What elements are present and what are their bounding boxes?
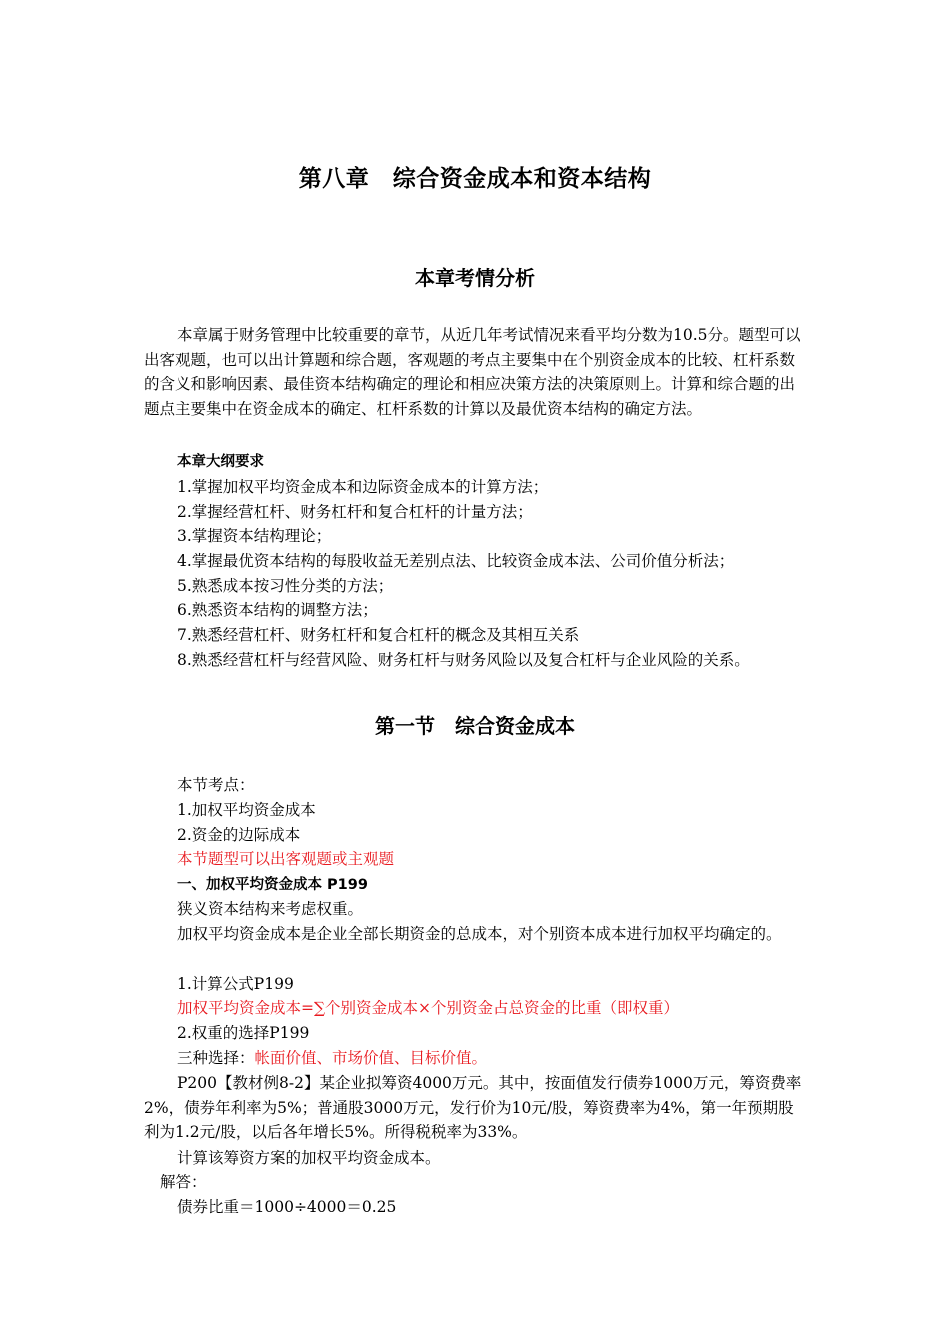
- outline-item: 1.掌握加权平均资金成本和边际资金成本的计算方法；: [177, 478, 549, 496]
- outline-item: 7.熟悉经营杠杆、财务杠杆和复合杠杆的概念及其相互关系: [177, 626, 580, 644]
- weight-label: 2.权重的选择P199: [177, 1024, 310, 1042]
- question-type-note: 本节题型可以出客观题或主观题: [177, 850, 395, 868]
- three-choices-text: 帐面价值、市场价值、目标价值。: [254, 1049, 488, 1067]
- outline-item: 3.掌握资本结构理论；: [177, 527, 332, 545]
- outline-item: 6.熟悉资本结构的调整方法；: [177, 601, 378, 619]
- kaodian-item: 1.加权平均资金成本: [177, 801, 316, 819]
- three-choices-prefix: 三种选择：: [177, 1049, 255, 1067]
- subheading-weighted-cost: 一、加权平均资金成本 P199: [177, 877, 368, 893]
- example-paragraph: P200【教材例8-2】某企业拟筹资4000万元。其中，按面值发行债券1000万元，筹资费率2%，债券年利率为5%；普通股3000万元，发行价为10元/股，筹资费率为4%，第一年预期股利为1.2元/股，以后各年增长5%。所得税税率为33%。: [144, 1074, 802, 1142]
- formula-label: 1.计算公式P199: [177, 975, 294, 993]
- chapter-title: 第八章 综合资金成本和资本结构: [298, 166, 652, 192]
- outline-item: 4.掌握最优资本结构的每股收益无差别点法、比较资金成本法、公司价值分析法；: [177, 552, 735, 570]
- outline-heading: 本章大纲要求: [177, 454, 264, 470]
- section-title: 第一节 综合资金成本: [375, 714, 575, 738]
- task-line: 计算该筹资方案的加权平均资金成本。: [177, 1149, 441, 1167]
- bond-weight-line: 债券比重＝1000÷4000＝0.25: [177, 1198, 397, 1216]
- outline-item: 8.熟悉经营杠杆与经营风险、财务杠杆与财务风险以及复合杠杆与企业风险的关系。: [177, 651, 750, 669]
- outline-item: 5.熟悉成本按习性分类的方法；: [177, 577, 394, 595]
- outline-item: 2.掌握经营杠杆、财务杠杆和复合杠杆的计量方法；: [177, 503, 533, 521]
- text-line: 狭义资本结构来考虑权重。: [177, 900, 364, 918]
- answer-label: 解答：: [160, 1173, 207, 1191]
- analysis-paragraph: 本章属于财务管理中比较重要的章节，从近几年考试情况来看平均分数为10.5分。题型可以出客观题，也可以出计算题和综合题，客观题的考点主要集中在个别资金成本的比较、杠杆系数的含义和影响因素、最佳资本结构确定的理论和相应决策方法的决策原则上。计算和综合题的出题点主要集中在资金成本的确定、杠杆系数的计算以及最优资本结构的确定方法。: [144, 326, 801, 418]
- formula-text: 加权平均资金成本=∑个别资金成本×个别资金占总资金的比重（即权重）: [177, 999, 680, 1017]
- kaodian-item: 2.资金的边际成本: [177, 826, 301, 844]
- three-choices-line: [177, 1046, 487, 1071]
- analysis-title: 本章考情分析: [415, 266, 535, 290]
- kaodian-label: 本节考点：: [177, 776, 255, 794]
- definition-paragraph: 加权平均资金成本是企业全部长期资金的总成本，对个别资本成本进行加权平均确定的。: [177, 925, 782, 943]
